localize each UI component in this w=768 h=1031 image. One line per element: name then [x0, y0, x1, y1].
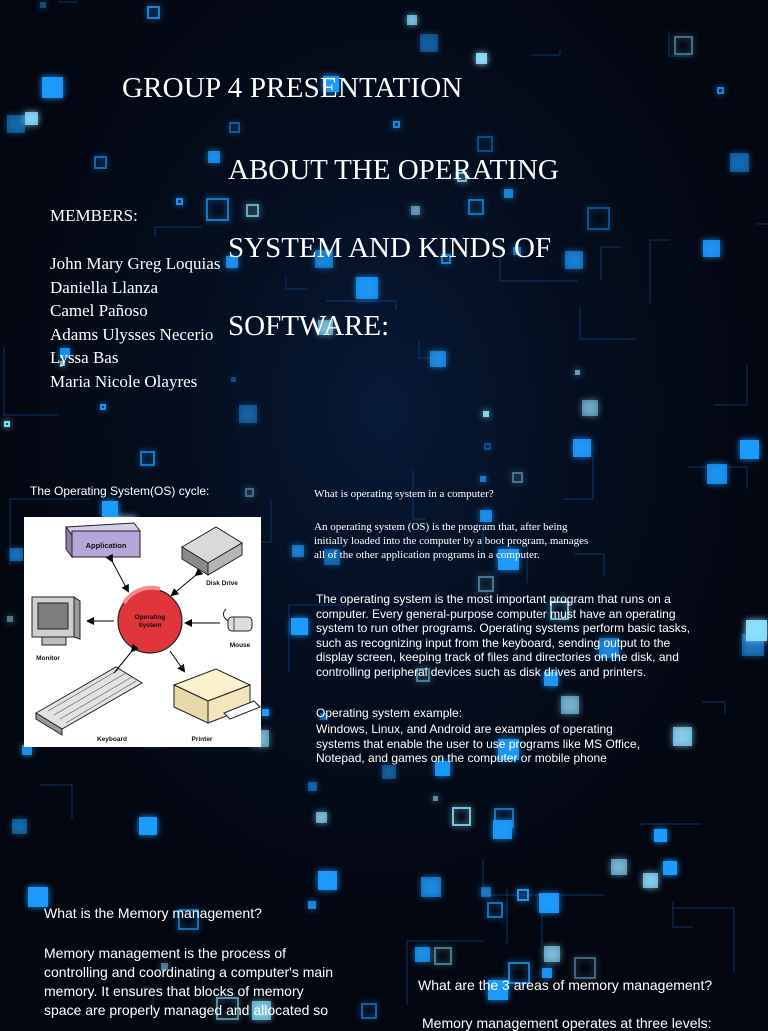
member-name: Maria Nicole Olayres: [50, 371, 198, 391]
printer-icon: [174, 669, 260, 743]
glow-square: [415, 947, 430, 962]
paragraph-line: controlling peripheral devices such as disk drives and printers.: [316, 664, 647, 679]
glow-square: [544, 946, 560, 962]
glow-square: [643, 873, 658, 888]
paragraph-line: display screen, keeping track of files and directories on the disk, and: [316, 650, 679, 665]
keyboard-icon: [36, 667, 142, 743]
paragraph-line: such as recognizing input from the keyboard, sending output to the: [316, 635, 671, 650]
paragraph-line: computer. Every general-purpose computer must have an operating: [316, 606, 676, 621]
glow-square: [239, 405, 257, 423]
mouse-icon: [223, 609, 252, 649]
answer-line: initially loaded into the computer by a boot program, manages: [314, 535, 589, 547]
members-list: [50, 252, 220, 393]
subtitle-line: ABOUT THE OPERATING: [228, 154, 559, 186]
glow-square: [483, 411, 489, 417]
glow-square: [421, 877, 441, 897]
glow-square: [28, 887, 48, 907]
memory-answer-line: memory. It ensures that blocks of memory: [44, 983, 304, 999]
presentation-subtitle: [228, 112, 559, 385]
memory-answer-line: Memory management is the process of: [44, 945, 286, 961]
member-name: Lyssa Bas: [50, 348, 119, 367]
glow-square: [561, 696, 579, 714]
glow-square: [582, 400, 598, 416]
answer-line: An operating system (OS) is the program that, after being: [314, 521, 568, 533]
node-label-monitor: Monitor: [36, 655, 60, 662]
member-name: Camel Pañoso: [50, 301, 148, 320]
glow-square: [7, 616, 13, 622]
glow-square: [565, 251, 583, 269]
memory-answer-line: space are properly managed and allocated so: [44, 1002, 329, 1018]
member-name: Daniella Llanza: [50, 277, 159, 297]
operating-system-center: [118, 588, 182, 653]
node-label-disk-drive: Disk Drive: [206, 580, 238, 587]
glow-square: [480, 476, 486, 482]
member-name: John Mary Greg Loquias: [50, 254, 221, 273]
glow-square: [433, 796, 438, 801]
glow-square: [316, 812, 327, 823]
glow-square: [208, 151, 220, 163]
glow-square: [703, 240, 720, 257]
glow-square: [318, 871, 337, 890]
glow-square: [292, 545, 304, 557]
glow-square: [654, 829, 667, 842]
node-label-printer: Printer: [191, 736, 213, 743]
glow-square: [139, 817, 157, 835]
example-line: systems that enable the user to use programs like MS Office,: [316, 736, 640, 751]
glow-square: [308, 782, 317, 791]
node-label-mouse: Mouse: [229, 642, 251, 649]
memory-answer: [44, 944, 364, 1020]
application-box-icon: [66, 523, 140, 557]
glow-square: [707, 464, 727, 484]
paragraph-line: system to run other programs. Operating systems perform basic tasks,: [316, 621, 691, 636]
glow-square: [25, 112, 38, 125]
os-cycle-diagram: [24, 517, 261, 747]
os-paragraph: [316, 592, 726, 680]
node-label-keyboard: Keyboard: [97, 736, 127, 743]
paragraph-line: The operating system is the most important program that runs on a: [316, 592, 671, 606]
glow-square: [481, 887, 491, 897]
memory-answer-line: controlling and coordinating a computer's main: [44, 964, 334, 980]
os-question: What is operating system in a computer?: [314, 488, 494, 500]
os-answer: [314, 520, 659, 562]
os-example-label: Operating system example:: [316, 706, 463, 720]
example-line: Notepad, and games on the computer or mobile phone: [316, 751, 607, 766]
glow-square: [611, 859, 627, 875]
glow-square: [382, 765, 396, 779]
os-cycle-label: The Operating System(OS) cycle:: [30, 484, 210, 498]
glow-square: [730, 153, 749, 172]
glow-square: [420, 34, 438, 52]
glow-square: [746, 620, 767, 641]
presentation-title: GROUP 4 PRESENTATION: [122, 72, 463, 104]
glow-square: [7, 115, 25, 133]
monitor-icon: [32, 597, 80, 662]
node-label-application: Application: [85, 541, 127, 550]
glow-square: [291, 618, 308, 635]
glow-square: [262, 709, 269, 716]
glow-square: [740, 440, 759, 459]
memory-areas-question: What are the 3 areas of memory management?: [418, 977, 713, 993]
subtitle-line: SOFTWARE:: [228, 310, 390, 342]
center-label-line: Operating: [134, 614, 166, 621]
subtitle-line: SYSTEM AND KINDS OF: [228, 232, 552, 264]
member-name: Adams Ulysses Necerio: [50, 324, 214, 344]
glow-square: [40, 2, 46, 8]
example-line: Windows, Linux, and Android are examples of operating: [316, 722, 613, 736]
glow-square: [539, 893, 559, 913]
members-label: MEMBERS:: [50, 206, 138, 225]
os-example-text: [316, 722, 716, 766]
glow-square: [575, 370, 580, 375]
glow-square: [407, 15, 417, 25]
glow-square: [493, 820, 512, 839]
glow-square: [663, 861, 677, 875]
center-label-line: System: [138, 622, 162, 629]
memory-areas-answer: Memory management operates at three levels:: [422, 1015, 712, 1031]
glow-square: [102, 501, 118, 517]
glow-square: [573, 439, 591, 457]
glow-square: [12, 819, 27, 834]
glow-square: [476, 53, 487, 64]
disk-drive-icon: [182, 527, 242, 587]
glow-square: [10, 548, 23, 561]
glow-square: [42, 77, 63, 98]
memory-question: What is the Memory management?: [44, 905, 262, 921]
answer-line: all of the other application programs in a computer.: [314, 549, 540, 561]
glow-square: [308, 901, 316, 909]
